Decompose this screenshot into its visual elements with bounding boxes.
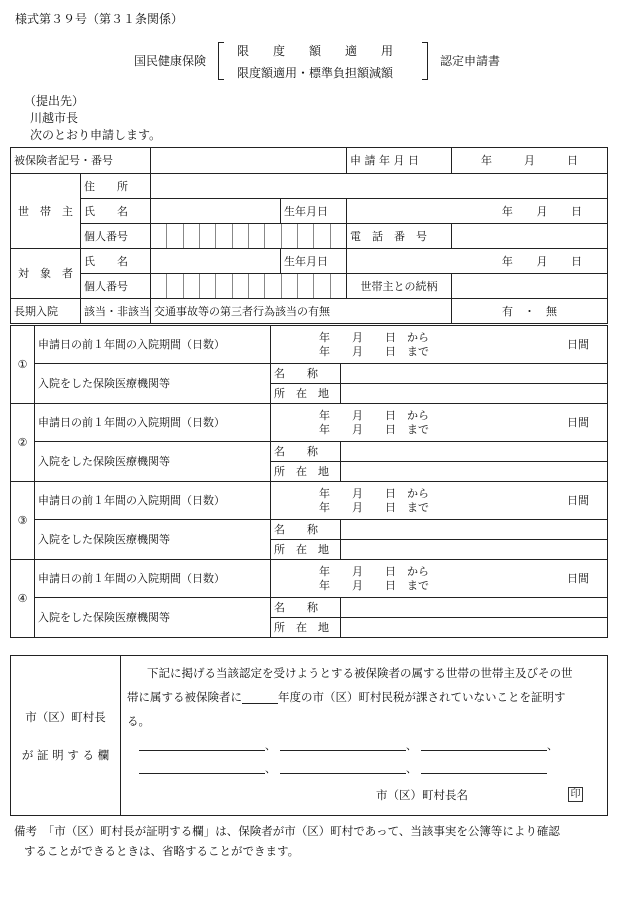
apply-date-field[interactable]: 年 月 日 (452, 148, 608, 174)
right-brace (422, 42, 428, 80)
left-brace (218, 42, 224, 80)
hospital-name-label: 名 称 (271, 520, 341, 540)
hospitalization-table (10, 325, 608, 638)
certification-label-line2: が 証 明 す る 欄 (21, 747, 110, 762)
hospital-address-field[interactable] (341, 618, 608, 638)
period-dates-field[interactable] (271, 482, 608, 520)
period-days: 日間 (567, 416, 589, 429)
head-birth-label: 生年月日 (281, 199, 347, 224)
period-number: ④ (11, 560, 35, 638)
certification-label (11, 656, 121, 816)
submit-to-label: （提出先） (24, 94, 85, 108)
long-stay-label: 長期入院 (11, 299, 81, 324)
target-birth-field[interactable]: 年 月 日 (347, 249, 608, 274)
period-from: 年 月 日 から (319, 487, 429, 500)
fiscal-year-field[interactable] (242, 703, 278, 704)
hospital-name-label: 名 称 (271, 442, 341, 462)
head-personal-no-label: 個人番号 (81, 224, 151, 249)
title-option-reduction: 限度額適用・標準負担額減額 (237, 66, 394, 80)
member-names-row-2[interactable]: 、 、 (139, 763, 547, 774)
hospital-name-field[interactable] (341, 598, 608, 618)
hospital-address-label: 所 在 地 (271, 618, 341, 638)
relation-label: 世帯主との続柄 (347, 274, 452, 299)
hospital-address-field[interactable] (341, 462, 608, 482)
certification-text-3: る。 (127, 714, 150, 728)
hospital-address-label: 所 在 地 (271, 540, 341, 560)
period-dates-field[interactable] (271, 560, 608, 598)
period-number: ① (11, 326, 35, 404)
period-from: 年 月 日 から (319, 409, 429, 422)
certification-body (121, 656, 608, 816)
mayor-name-label: 市（区）町村長名 (376, 788, 468, 802)
hospital-address-field[interactable] (341, 540, 608, 560)
household-head-label: 世 帯 主 (11, 174, 81, 249)
period-dates-field[interactable] (271, 326, 608, 364)
apply-date-label: 申 請 年 月 日 (347, 148, 452, 174)
certification-label-line1: 市（区）町村長 (25, 709, 106, 724)
period-to: 年 月 日 まで (319, 501, 429, 514)
certification-text-2: 帯に属する被保険者に 年度の市（区）町村民税が課されていないことを証明す (127, 690, 566, 704)
period-days: 日間 (567, 572, 589, 585)
target-name-label: 氏 名 (81, 249, 151, 274)
member-names-row-1[interactable]: 、 、 、 (139, 740, 558, 751)
third-party-label: 交通事故等の第三者行為該当の有無 (151, 299, 452, 324)
title-option-limit: 限 度 額 適 用 (237, 44, 394, 58)
period-from: 年 月 日 から (319, 331, 429, 344)
certification-table (10, 655, 608, 816)
hospital-label: 入院をした保険医療機関等 (35, 364, 271, 404)
head-name-field[interactable] (151, 199, 281, 224)
intro-text: 次のとおり申請します。 (30, 128, 162, 142)
hospital-name-label: 名 称 (271, 598, 341, 618)
certification-text-1: 下記に掲げる当該認定を受けようとする被保険者の属する世帯の世帯主及びその世 (147, 666, 573, 680)
applicant-table (10, 147, 608, 324)
long-stay-applicable[interactable]: 該当・非該当 (81, 299, 151, 324)
hospital-label: 入院をした保険医療機関等 (35, 520, 271, 560)
period-label: 申請日の前１年間の入院期間（日数） (35, 482, 271, 520)
head-birth-field[interactable]: 年 月 日 (347, 199, 608, 224)
period-days: 日間 (567, 338, 589, 351)
period-number: ② (11, 404, 35, 482)
title-suffix: 認定申請書 (440, 54, 501, 68)
period-dates-field[interactable] (271, 404, 608, 442)
address-label: 住 所 (81, 174, 151, 199)
target-personal-no-label: 個人番号 (81, 274, 151, 299)
period-from: 年 月 日 から (319, 565, 429, 578)
period-days: 日間 (567, 494, 589, 507)
seal-mark: 印 (568, 787, 583, 802)
head-address-field[interactable] (151, 174, 608, 199)
period-label: 申請日の前１年間の入院期間（日数） (35, 560, 271, 598)
target-name-field[interactable] (151, 249, 281, 274)
insured-number-field[interactable] (151, 148, 347, 174)
hospital-name-field[interactable] (341, 520, 608, 540)
period-label: 申請日の前１年間の入院期間（日数） (35, 326, 271, 364)
hospital-name-label: 名 称 (271, 364, 341, 384)
relation-field[interactable] (452, 274, 608, 299)
submit-to: 川越市長 (30, 111, 79, 125)
hospital-address-label: 所 在 地 (271, 384, 341, 404)
target-person-label: 対 象 者 (11, 249, 81, 299)
insured-number-label: 被保険者記号・番号 (11, 148, 151, 174)
hospital-address-label: 所 在 地 (271, 462, 341, 482)
third-party-yes-no[interactable]: 有 ・ 無 (452, 299, 608, 324)
period-number: ③ (11, 482, 35, 560)
note-line-2: することができるときは、省略することができます。 (24, 844, 300, 858)
hospital-name-field[interactable] (341, 442, 608, 462)
period-to: 年 月 日 まで (319, 345, 429, 358)
period-to: 年 月 日 まで (319, 579, 429, 592)
hospital-label: 入院をした保険医療機関等 (35, 442, 271, 482)
phone-label: 電 話 番 号 (347, 224, 452, 249)
note-line-1: 備考 「市（区）町村長が証明する欄」は、保険者が市（区）町村であって、当該事実を公簿等により確認 (14, 824, 560, 838)
hospital-address-field[interactable] (341, 384, 608, 404)
head-name-label: 氏 名 (81, 199, 151, 224)
phone-field[interactable] (452, 224, 608, 249)
head-personal-no-field[interactable] (151, 224, 347, 249)
form-number: 様式第３９号（第３１条関係） (15, 12, 184, 26)
target-birth-label: 生年月日 (281, 249, 347, 274)
period-to: 年 月 日 まで (319, 423, 429, 436)
hospital-name-field[interactable] (341, 364, 608, 384)
title-prefix: 国民健康保険 (134, 54, 207, 68)
period-label: 申請日の前１年間の入院期間（日数） (35, 404, 271, 442)
hospital-label: 入院をした保険医療機関等 (35, 598, 271, 638)
target-personal-no-field[interactable] (151, 274, 347, 299)
